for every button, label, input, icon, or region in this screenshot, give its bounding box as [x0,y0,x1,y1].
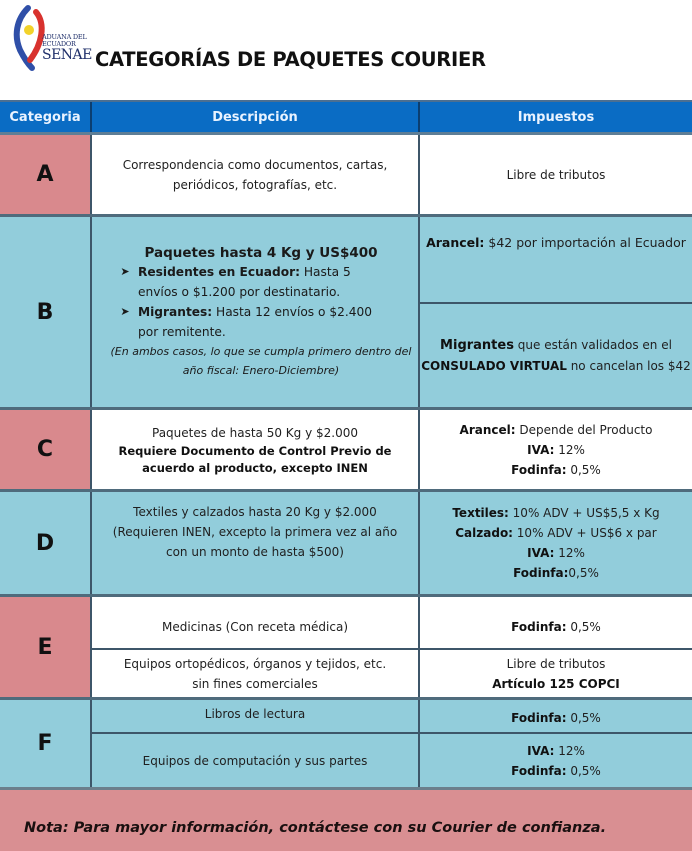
taxes-bold-label: CONSULADO VIRTUAL [421,359,567,373]
description-line: Medicinas (Con receta médica) [161,619,349,634]
taxes-subcell-arancel [420,217,692,304]
description-subcell-equipos-computacion [92,734,418,787]
description-line: Textiles y calzados hasta 20 Kg y $2.000 [133,505,377,519]
column-header-impuestos: Impuestos [418,102,692,132]
taxes-text: 12% [554,442,585,457]
description-subcell-libros [92,700,418,734]
taxes-bold-label: Calzado: [455,526,513,540]
footer-note [0,787,692,851]
page-title: CATEGORÍAS DE PAQUETES COURIER [95,48,486,71]
bullet-text: Hasta 5 envíos o $1.200 por destinatario. [138,264,351,299]
description-title: Paquetes hasta 4 Kg y US$400 [144,244,378,261]
taxes-cell [418,135,692,214]
category-label: C [0,410,90,489]
description-line: Equipos ortopédicos, órganos y tejidos, etc. [123,656,387,671]
description-cell [90,492,418,594]
description-cell [90,410,418,489]
description-bold-line: acuerdo al producto, excepto INEN [142,460,368,475]
category-label: B [0,217,90,407]
taxes-cell [418,410,692,489]
column-header-categoria: Categoria [9,109,81,125]
bullet-bold-label: Residentes en Ecuador: [138,264,300,279]
taxes-text: 12% [554,546,585,560]
taxes-bold-label: IVA: [527,546,555,560]
taxes-text: 10% ADV + US$6 x par [512,526,657,540]
description-subcell-equipos-ortopedicos [92,650,418,697]
description-line: (Requieren INEN, excepto la primera vez al año [112,525,398,539]
description-cell [90,217,418,407]
description-subcell-medicinas [92,597,418,650]
taxes-bold-label: Arancel: [426,234,485,250]
taxes-bold-label: Fodinfa: [511,763,567,778]
taxes-text: 0,5% [568,566,599,580]
taxes-subcell-libros [420,700,692,734]
taxes-bold-label: Artículo 125 COPCI [492,676,620,691]
taxes-bold-label: Migrantes [440,338,514,353]
description-line: Libros de lectura [204,707,306,721]
taxes-text: 10% ADV + US$5,5 x Kg [508,506,660,520]
taxes-text: 12% [554,743,585,758]
taxes-subcell-equipos-ortopedicos [420,650,692,697]
taxes-bold-label: Fodinfa: [511,462,567,477]
taxes-text: 0,5% [566,711,601,725]
taxes-text: Libre de tributos [506,656,606,671]
description-bold-line: Requiere Documento de Control Previo de [118,443,392,458]
taxes-bold-label: Fodinfa: [513,566,569,580]
taxes-cell [418,217,692,407]
table-row-c [0,410,692,492]
description-line: Paquetes de hasta 50 Kg y $2.000 [152,425,358,440]
list-item-residentes [104,262,388,302]
bullet-text: Hasta 12 envíos o $2.400 por remitente. [138,304,373,339]
description-line: Correspondencia como documentos, cartas, [122,157,388,172]
senae-logo [6,2,94,72]
page-header [0,0,692,100]
taxes-bold-label: IVA: [527,743,555,758]
category-label: D [0,492,90,594]
taxes-bold-label: Fodinfa: [511,711,567,725]
category-label: F [0,700,90,787]
category-label: E [0,597,90,697]
description-line: Equipos de computación y sus partes [142,753,368,768]
taxes-subcell-medicinas [420,597,692,650]
taxes-bold-label: Fodinfa: [511,619,567,634]
table-row-f [0,700,692,787]
taxes-text: 0,5% [566,763,601,778]
description-cell [90,135,418,214]
taxes-text: no cancelan los $42 [566,359,691,373]
description-line: periódicos, fotografías, etc. [172,177,338,192]
arrowhead-bullet-icon: ➤ [120,304,130,318]
taxes-cell [418,700,692,787]
description-cell [90,700,418,787]
table-row-e [0,597,692,700]
taxes-bold-label: IVA: [527,442,555,457]
logo-text: ADUANA DEL ECUADOR SENAE [42,33,92,63]
bullet-bold-label: Migrantes: [138,304,213,319]
taxes-subcell-migrantes [420,304,692,407]
list-item-migrantes [104,302,388,342]
taxes-cell [418,597,692,697]
taxes-bold-label: Textiles: [452,506,509,520]
taxes-line: Libre de tributos [506,167,606,182]
taxes-text: 0,5% [566,462,601,477]
taxes-subcell-equipos-computacion [420,734,692,787]
taxes-text: Depende del Producto [515,422,653,437]
taxes-bold-label: Arancel: [459,422,516,437]
arrowhead-bullet-icon: ➤ [120,264,130,278]
taxes-text: que están validados en el [513,338,672,352]
taxes-text: 0,5% [566,619,601,634]
table-row-b [0,217,692,410]
category-label: A [0,135,90,214]
description-line: con un monto de hasta $500) [165,545,344,559]
description-line: sin fines comerciales [192,676,318,691]
table-row-d [0,492,692,597]
column-header-descripcion: Descripción [90,102,418,132]
taxes-cell [418,492,692,594]
table-header-row [0,100,692,135]
taxes-text: $42 por importación al Ecuador [484,234,686,250]
fiscal-year-note: (En ambos casos, lo que se cumpla primero dentro del año fiscal: Enero-Diciembre) [110,344,412,377]
description-cell [90,597,418,697]
footer-note-text: Nota: Para mayor información, contáctese con su Courier de confianza. [24,820,607,836]
table-row-a [0,135,692,217]
